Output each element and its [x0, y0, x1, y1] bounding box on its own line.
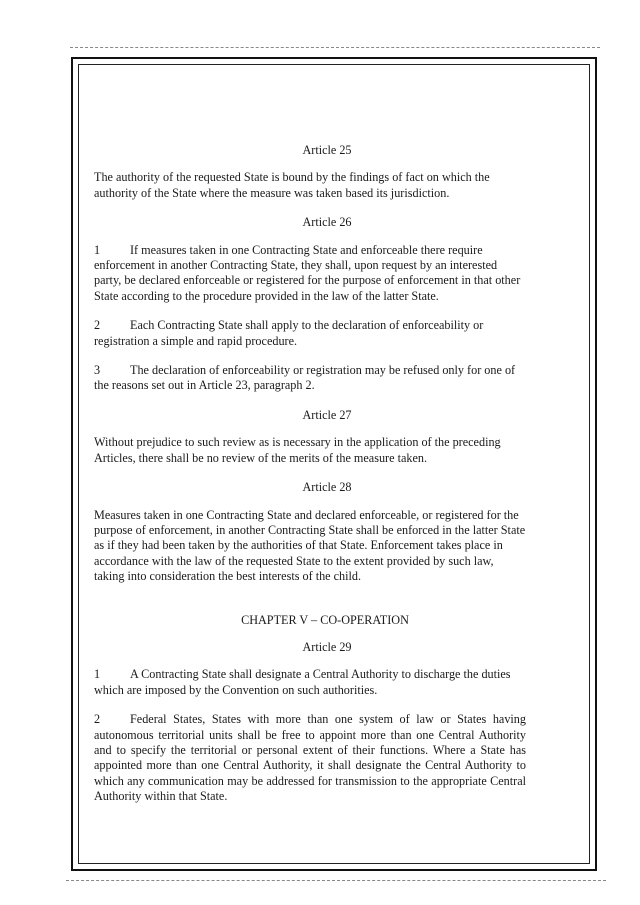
paragraph-text: If measures taken in one Contracting State and enforceable there require enforcement in another Contracting State, they shall, upon request by an interested party, be declared enforceable or registered for the purpose of enforcement in that other State according to the procedure provided in the law of the latter State.	[94, 242, 521, 303]
paragraph-number: 2	[94, 712, 101, 727]
article-27-paragraph: Without prejudice to such review as is necessary in the application of the preceding Articles, there shall be no review of the merits of the measure taken.	[94, 435, 501, 465]
scan-artifact-top	[70, 47, 600, 48]
article-29-heading: Article 29	[302, 639, 352, 654]
paragraph-text: Each Contracting State shall apply to the declaration of enforceability or registration a simple and rapid procedure.	[94, 318, 484, 348]
paragraph-number: 3	[94, 363, 101, 378]
chapter-heading: CHAPTER V – CO-OPERATION	[241, 612, 409, 627]
article-26-paragraph-3	[94, 363, 526, 394]
scan-artifact-bottom	[66, 880, 606, 881]
article-26-paragraph-2	[94, 318, 526, 349]
document-body	[94, 143, 526, 819]
paragraph-number: 1	[94, 667, 101, 682]
paragraph-number: 2	[94, 318, 101, 333]
article-28-paragraph: Measures taken in one Contracting State and declared enforceable, or registered for the purpose of enforcement, in another Contracting State shall be enforced in the latter State as if they had been taken by the authorities of that State. Enforcement takes place in accordance with the law of the requested State to the extent provided by such law, taking into consideration the best interests of the child.	[94, 507, 526, 584]
paragraph-number: 1	[94, 242, 101, 257]
article-28-heading: Article 28	[302, 480, 352, 495]
article-27-heading: Article 27	[302, 407, 352, 422]
article-26-heading: Article 26	[302, 215, 352, 230]
paragraph-text: The declaration of enforceability or registration may be refused only for one of the reasons set out in Article 23, paragraph 2.	[94, 363, 516, 393]
article-25-heading: Article 25	[302, 143, 352, 157]
article-29-paragraph-2	[94, 712, 526, 804]
article-26-paragraph-1	[94, 243, 526, 305]
article-25-paragraph: The authority of the requested State is bound by the findings of fact on which the authority of the State where the measure was taken based its jurisdiction.	[94, 170, 490, 200]
paragraph-text: Federal States, States with more than one system of law or States having autonomous territorial units shall be free to appoint more than one Central Authority and to specify the territorial or personal extent of their functions. Where a State has appointed more than one Central Authority, it shall designate the Central Authority to which any communication may be addressed for transmission to the appropriate Central Authority within that State.	[94, 712, 526, 804]
paragraph-text: A Contracting State shall designate a Central Authority to discharge the duties which are imposed by the Convention on such authorities.	[94, 667, 511, 697]
article-29-paragraph-1	[94, 667, 526, 698]
